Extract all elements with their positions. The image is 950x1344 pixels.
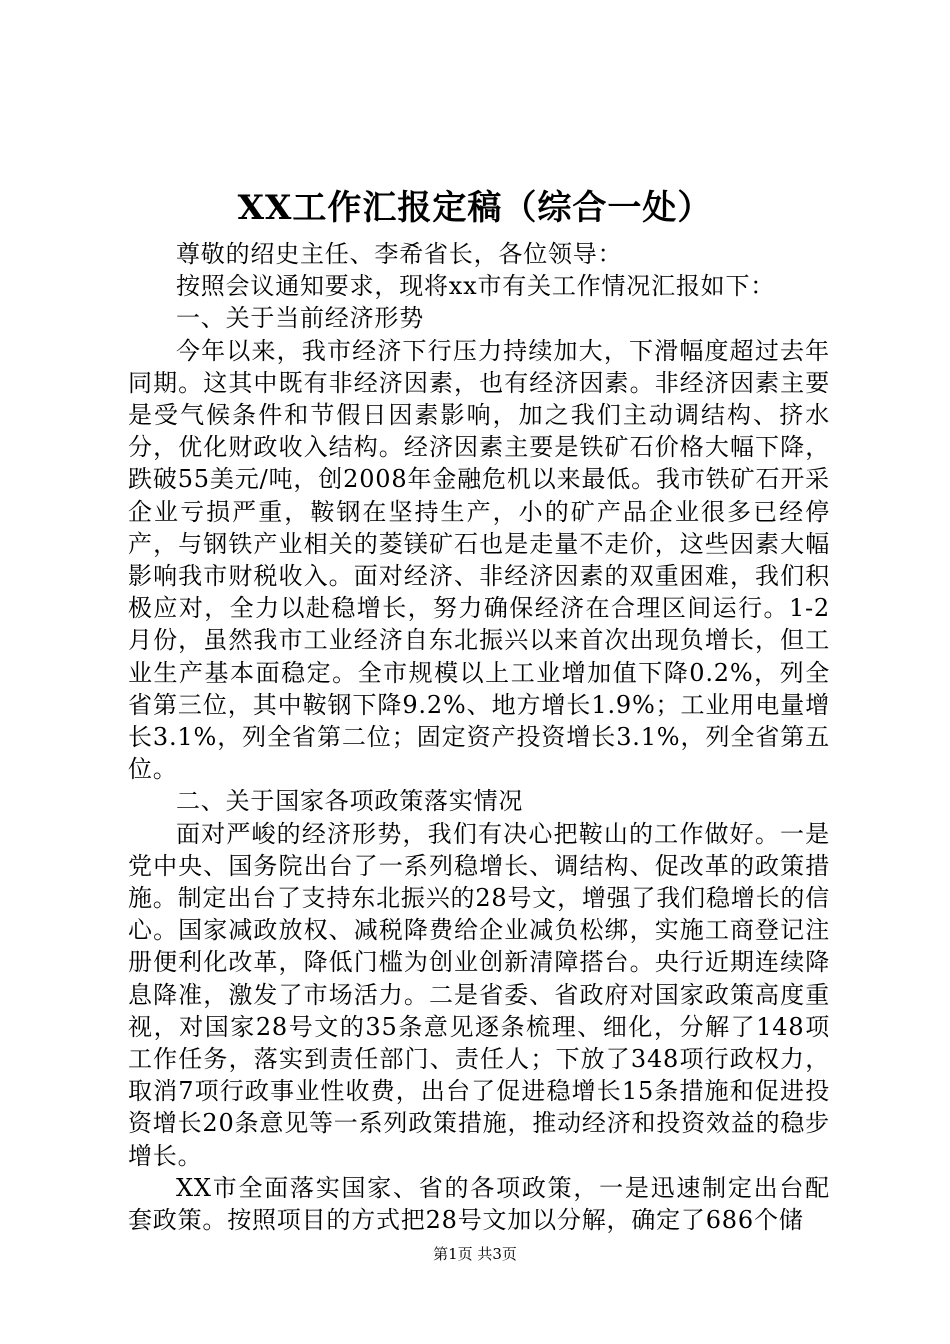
body-paragraph: 面对严峻的经济形势，我们有决心把鞍山的工作做好。一是党中央、国务院出台了一系列稳增长、调结构、促改革的政策措施。制定出台了支持东北振兴的28号文，增强了我们稳增长的信心。国家减政放权、减税降费给企业减负松绑，实施工商登记注册便利化改革，降低门槛为创业创新清障搭台。央行近期连续降息降准，激发了市场活力。二是省委、省政府对国家政策高度重视，对国家28号文的35条意见逐条梳理、细化，分解了148项工作任务，落实到责任部门、责任人；下放了348项行政权力，取消7项行政事业性收费，出台了促进稳增长15条措施和促进投资增长20条意见等一系列政策措施，推动经济和投资效益的稳步增长。	[128, 819, 830, 1170]
document-body	[128, 238, 830, 1236]
section-heading-1: 一、关于当前经济形势	[176, 304, 424, 333]
body-paragraph: XX市全面落实国家、省的各项政策，一是迅速制定出台配套政策。按照项目的方式把28号文加以分解，确定了686个储	[128, 1173, 830, 1235]
page-number-footer: 第1页 共3页	[433, 1245, 517, 1263]
intro-paragraph: 按照会议通知要求，现将xx市有关工作情况汇报如下：	[176, 272, 776, 301]
body-paragraph: 今年以来，我市经济下行压力持续加大，下滑幅度超过去年同期。这其中既有非经济因素，也有经济因素。非经济因素主要是受气候条件和节假日因素影响，加之我们主动调结构、挤水分，优化财政收入结构。经济因素主要是铁矿石价格大幅下降，跌破55美元/吨，创2008年金融危机以来最低。我市铁矿石开采企业亏损严重，鞍钢在坚持生产，小的矿产品企业很多已经停产，与钢铁产业相关的菱镁矿石也是走量不走价，这些因素大幅影响我市财税收入。面对经济、非经济因素的双重困难，我们积极应对，全力以赴稳增长，努力确保经济在合理区间运行。1-2月份，虽然我市工业经济自东北振兴以来首次出现负增长，但工业生产基本面稳定。全市规模以上工业增加值下降0.2%，列全省第三位，其中鞍钢下降9.2%、地方增长1.9%；工业用电量增长3.1%，列全省第二位；固定资产投资增长3.1%，列全省第五位。	[128, 336, 830, 784]
section-heading-2: 二、关于国家各项政策落实情况	[176, 787, 524, 816]
document-title: XX工作汇报定稿（综合一处）	[237, 188, 713, 228]
salutation-paragraph: 尊敬的绍史主任、李希省长，各位领导：	[176, 240, 623, 268]
